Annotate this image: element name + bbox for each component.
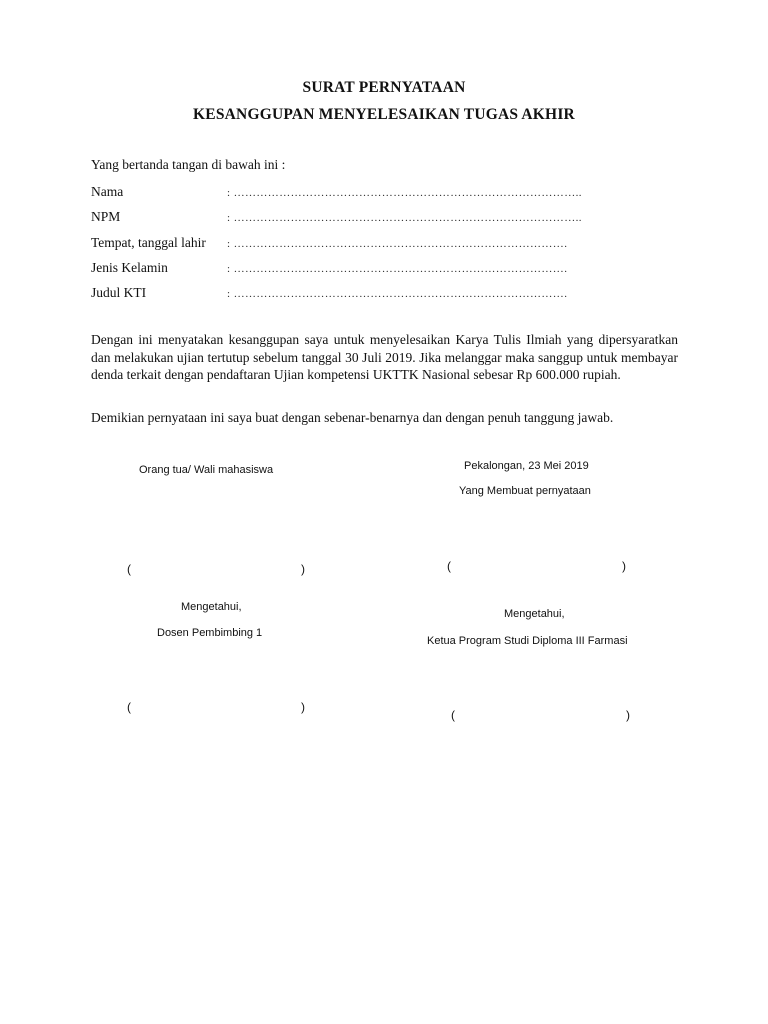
head-signature-paren-close: ) [626, 708, 630, 722]
parent-signature-paren-close: ) [301, 562, 305, 576]
parent-signature-label: Orang tua/ Wali mahasiswa [139, 464, 274, 476]
field-npm [91, 208, 671, 226]
advisor-signature-paren-close: ) [301, 700, 305, 714]
parent-signature-paren-open: ( [127, 562, 131, 576]
field-blank: : ……………………………………………………………………………….. [227, 212, 582, 224]
field-blank: : ……………………………………………………………………………….. [227, 187, 582, 199]
field-blank: : ……………………………………………………………………………. [227, 263, 568, 275]
head-acknowledge: Mengetahui, [504, 608, 565, 620]
field-blank: : ……………………………………………………………………………. [227, 288, 568, 300]
field-label: Judul KTI [91, 285, 147, 300]
maker-signature-label: Yang Membuat pernyataan [459, 485, 591, 497]
field-label: Tempat, tanggal lahir [91, 235, 206, 250]
field-nama [91, 183, 671, 201]
advisor-signature-label: Dosen Pembimbing 1 [157, 627, 263, 639]
advisor-acknowledge: Mengetahui, [181, 601, 242, 613]
document-subtitle: KESANGGUPAN MENYELESAIKAN TUGAS AKHIR [193, 106, 575, 123]
field-judul-kti [91, 284, 671, 302]
intro-text: Yang bertanda tangan di bawah ini : [91, 157, 286, 172]
head-signature-paren-open: ( [451, 708, 455, 722]
maker-signature-paren-close: ) [622, 559, 626, 573]
field-label: Nama [91, 184, 124, 199]
statement-paragraph: Dengan ini menyatakan kesanggupan saya untuk menyelesaikan Karya Tulis Ilmiah yang dipersyaratkan dan melakukan ujian tertutup sebelum tanggal 30 Juli 2019. Jika melanggar maka sanggup untuk membayar denda terkait dengan pendaftaran Ujian kompetensi UKTTK Nasional sebesar Rp 600.000 rupiah. [91, 332, 678, 382]
head-signature-label: Ketua Program Studi Diploma III Farmasi [427, 635, 628, 647]
field-label: NPM [91, 209, 121, 224]
closing-paragraph: Demikian pernyataan ini saya buat dengan sebenar-benarnya dan dengan penuh tanggung jawab. [91, 410, 614, 425]
maker-signature-paren-open: ( [447, 559, 451, 573]
advisor-signature-paren-open: ( [127, 700, 131, 714]
field-blank: : ……………………………………………………………………………. [227, 238, 568, 250]
field-label: Jenis Kelamin [91, 260, 168, 275]
field-tempat-tanggal-lahir [91, 234, 671, 252]
field-jenis-kelamin [91, 259, 671, 277]
place-date: Pekalongan, 23 Mei 2019 [464, 460, 589, 472]
document-title: SURAT PERNYATAAN [302, 79, 466, 96]
